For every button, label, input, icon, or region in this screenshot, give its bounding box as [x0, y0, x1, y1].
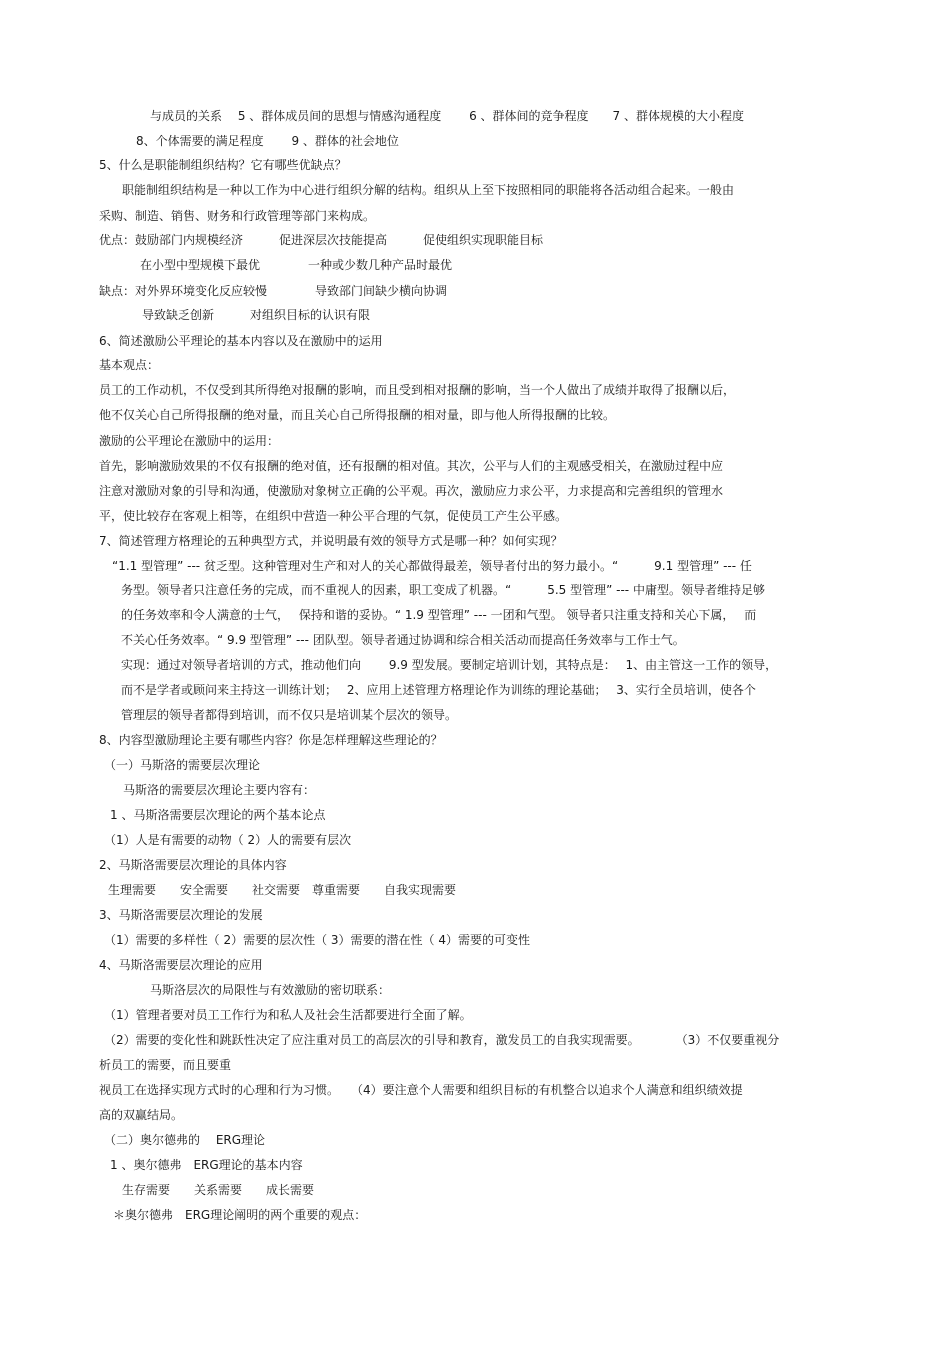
text-line: （1）需要的多样性（ 2）需要的层次性（ 3）需要的潜在性（ 4）需要的可变性 — [104, 933, 530, 947]
text-line: 而不是学者或顾问来主持这一训练计划； 2、应用上述管理方格理论作为训练的理论基础； 3、实行全员培训，使各个 — [121, 683, 756, 697]
section-heading: 6、简述激励公平理论的基本内容以及在激励中的运用 — [99, 334, 383, 348]
text-line: 析员工的需要，而且要重 — [99, 1058, 232, 1072]
text-line: 在小型中型规模下最优 一种或少数几种产品时最优 — [140, 258, 453, 272]
subsection-heading: （一）马斯洛的需要层次理论 — [104, 758, 261, 772]
section-heading: 7、简述管理方格理论的五种典型方式，并说明最有效的领导方式是哪一种？如何实现？ — [99, 534, 563, 548]
text-line: 2、马斯洛需要层次理论的具体内容 — [99, 858, 287, 872]
text-line: 务型。领导者只注意任务的完成，而不重视人的因素，职工变成了机器。“ 5.5 型管理” --- 中庸型。领导者维持足够 — [121, 583, 765, 597]
text-line: 采购、制造、销售、财务和行政管理等部门来构成。 — [99, 209, 376, 223]
text-line: 的任务效率和令人满意的士气， 保持和谐的妥协。“ 1.9 型管理” --- 一团和气型。 领导者只注重支持和关心下属， 而 — [121, 608, 757, 622]
text-line: 1 、奥尔德弗 ERG理论的基本内容 — [110, 1158, 303, 1172]
text-line: 他不仅关心自己所得报酬的绝对量，而且关心自己所得报酬的相对量，即与他人所得报酬的比较。 — [99, 408, 616, 422]
text-line: 8、个体需要的满足程度 9 、群体的社会地位 — [136, 134, 399, 148]
text-line: 生存需要 关系需要 成长需要 — [122, 1183, 315, 1197]
text-line: 优点：鼓励部门内规模经济 促进深层次技能提高 促使组织实现职能目标 — [99, 233, 544, 247]
text-line: 导致缺乏创新 对组织目标的认识有限 — [142, 308, 371, 322]
text-line: 马斯洛的需要层次理论主要内容有： — [123, 783, 316, 797]
text-line: 实现：通过对领导者培训的方式，推动他们向 9.9 型发展。要制定培训计划，其特点是： 1、由主管这一工作的领导， — [121, 658, 778, 672]
text-line: 基本观点： — [99, 358, 160, 372]
section-heading: 8、内容型激励理论主要有哪些内容？你是怎样理解这些理论的？ — [99, 733, 443, 747]
text-line: （2）需要的变化性和跳跃性决定了应注重对员工的高层次的引导和教育，激发员工的自我实现需要。 （3）不仅要重视分 — [104, 1033, 780, 1047]
text-line: 缺点：对外界环境变化反应较慢 导致部门间缺少横向协调 — [99, 284, 448, 298]
text-line: 视员工在选择实现方式时的心理和行为习惯。 （4）要注意个人需要和组织目标的有机整合以追求个人满意和组织绩效提 — [99, 1083, 743, 1097]
text-line: 管理层的领导者都得到培训，而不仅只是培训某个层次的领导。 — [121, 708, 458, 722]
text-line: （1）人是有需要的动物（ 2）人的需要有层次 — [104, 833, 352, 847]
subsection-heading: （二）奥尔德弗的 ERG理论 — [104, 1133, 266, 1147]
text-line: 注意对激励对象的引导和沟通，使激励对象树立正确的公平观。再次，激励应力求公平，力求提高和完善组织的管理水 — [99, 484, 724, 498]
text-line: 不关心任务效率。“ 9.9 型管理” --- 团队型。领导者通过协调和综合相关活动而提高任务效率与工作士气。 — [121, 633, 685, 647]
text-line: 马斯洛层次的局限性与有效激励的密切联系： — [150, 983, 391, 997]
text-line: 平，使比较存在客观上相等，在组织中营造一种公平合理的气氛，促使员工产生公平感。 — [99, 509, 568, 523]
text-line: 职能制组织结构是一种以工作为中心进行组织分解的结构。组织从上至下按照相同的职能将各活动组合起来。一般由 — [122, 183, 735, 197]
text-line: 激励的公平理论在激励中的运用： — [99, 434, 280, 448]
text-line: 4、马斯洛需要层次理论的应用 — [99, 958, 263, 972]
text-line: 首先，影响激励效果的不仅有报酬的绝对值，还有报酬的相对值。其次，公平与人们的主观感受相关，在激励过程中应 — [99, 459, 724, 473]
text-line: 3、马斯洛需要层次理论的发展 — [99, 908, 263, 922]
text-line: ＊奥尔德弗 ERG理论阐明的两个重要的观点： — [113, 1208, 367, 1222]
text-line: 员工的工作动机，不仅受到其所得绝对报酬的影响，而且受到相对报酬的影响，当一个人做出了成绩并取得了报酬以后， — [99, 383, 736, 397]
text-line: 1 、马斯洛需要层次理论的两个基本论点 — [110, 808, 326, 822]
text-line: 与成员的关系 5 、群体成员间的思想与情感沟通程度 6 、群体间的竞争程度 7 、群体规模的大小程度 — [150, 109, 744, 123]
section-heading: 5、什么是职能制组织结构？它有哪些优缺点？ — [99, 158, 347, 172]
text-line: “1.1 型管理” --- 贫乏型。这种管理对生产和对人的关心都做得最差，领导者付出的努力最小。“ 9.1 型管理” --- 任 — [112, 559, 752, 573]
text-line: 高的双赢结局。 — [99, 1108, 184, 1122]
text-line: （1）管理者要对员工工作行为和私人及社会生活都要进行全面了解。 — [104, 1008, 472, 1022]
text-line: 生理需要 安全需要 社交需要 尊重需要 自我实现需要 — [108, 883, 457, 897]
